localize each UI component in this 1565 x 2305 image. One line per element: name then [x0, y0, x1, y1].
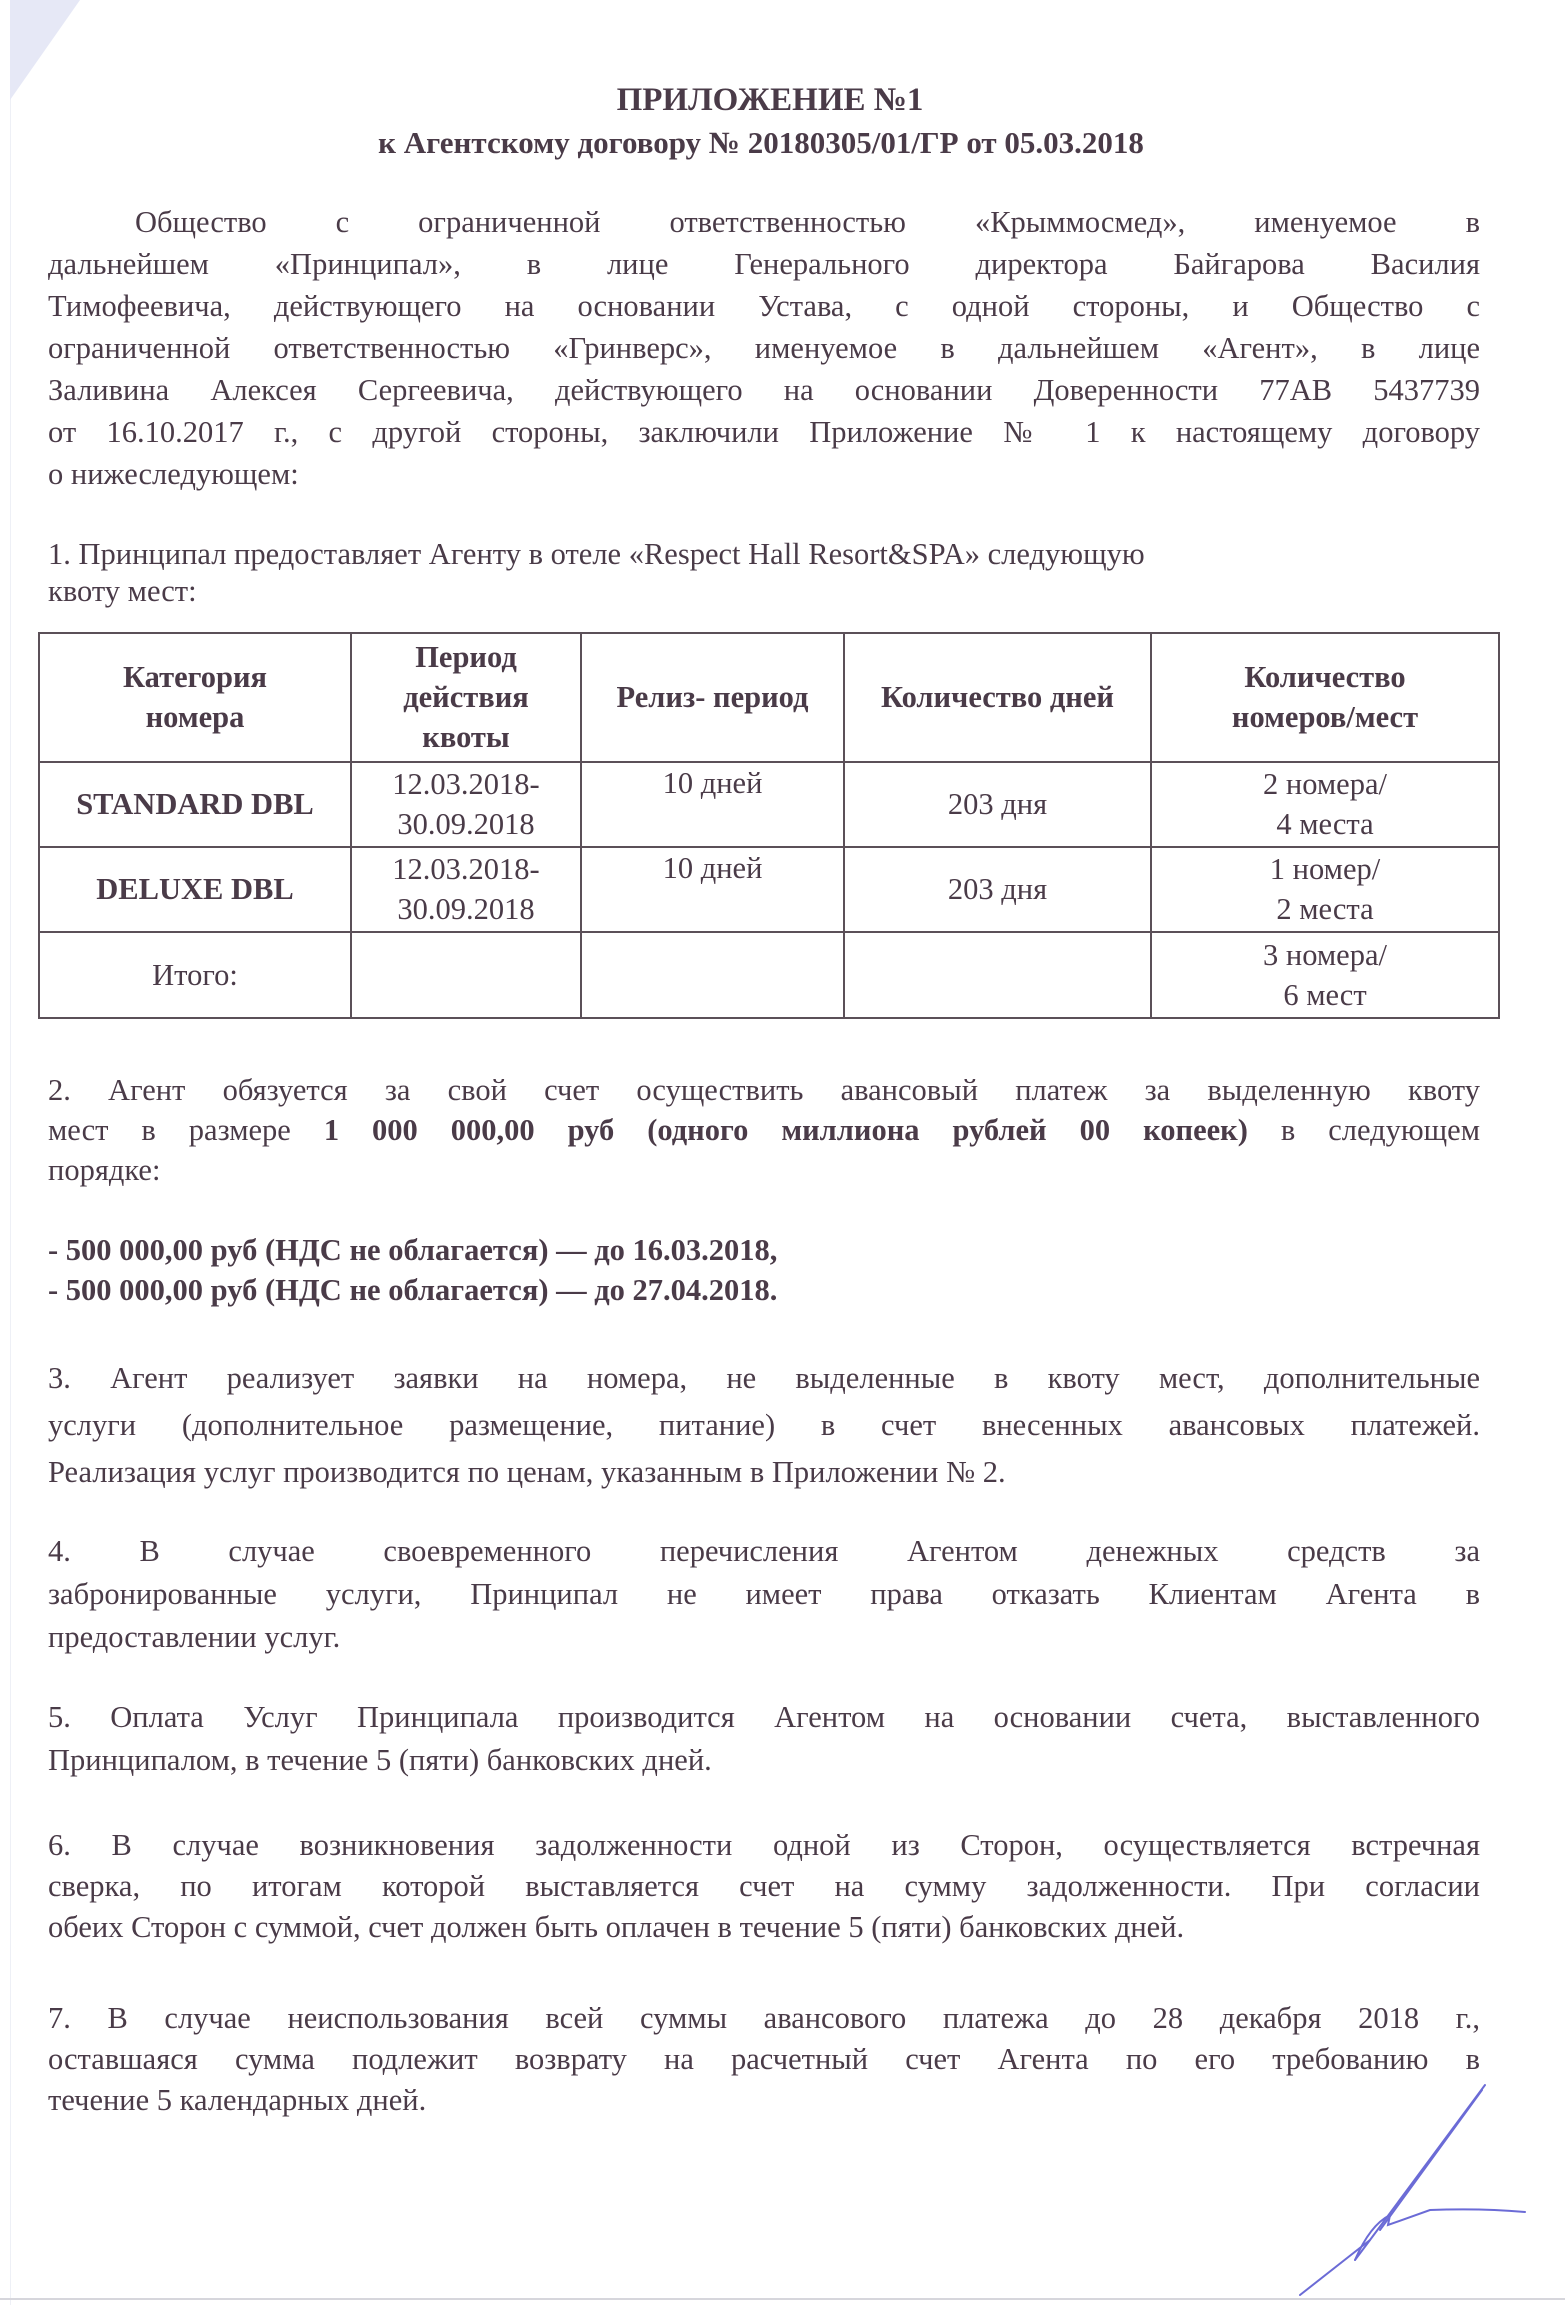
section-2-line [48, 1110, 1480, 1150]
intro-line: Общество с ограниченной ответственностью «Крыммосмед», именуемое в [135, 205, 1480, 239]
section-5-line: 5. Оплата Услуг Принципала производится Агентом на основании счета, выставленного [48, 1700, 1480, 1734]
section-7-line: оставшаяся сумма подлежит возврату на расчетный счет Агента по его требованию в [48, 2042, 1480, 2076]
section-4 [48, 1530, 1480, 1659]
intro-line: дальнейшем «Принципал», в лице Генерального директора Байгарова Василия [48, 247, 1480, 281]
cell-category: DELUXE DBL [39, 847, 351, 932]
period-end: 30.09.2018 [397, 892, 535, 927]
section-6-line: сверка, по итогам которой выставляется счет на сумму задолженности. При согласии [48, 1869, 1480, 1903]
section-1-line: 1. Принципал предоставляет Агенту в отеле «Respect Hall Resort&SPA» следующую [48, 537, 1145, 571]
cell-days: 203 дня [844, 762, 1151, 847]
cell-empty [351, 932, 581, 1018]
signature [1270, 2030, 1565, 2300]
quota-table [38, 632, 1500, 1019]
signature-stroke [1300, 2240, 1370, 2295]
cell-release: 10 дней [581, 762, 844, 847]
intro-line: Тимофеевича, действующего на основании Устава, с одной стороны, и Общество с [48, 289, 1480, 323]
header-text: Категория [122, 660, 268, 695]
text-run: в следующем [1247, 1113, 1480, 1147]
section-5-line: Принципалом, в течение 5 (пяти) банковских дней. [48, 1743, 712, 1777]
header-text: Количество дней [880, 680, 1114, 715]
section-6-line: обеих Сторон с суммой, счет должен быть оплачен в течение 5 (пяти) банковских дней. [48, 1910, 1185, 1944]
section-2-line: порядке: [48, 1153, 161, 1187]
intro-line: о нижеследующем: [48, 457, 299, 491]
table-header-row [39, 633, 1499, 762]
intro-line: Заливина Алексея Сергеевича, действующего на основании Доверенности 77АВ 5437739 [48, 373, 1480, 407]
section-4-line: предоставлении услуг. [48, 1620, 341, 1654]
header-days [844, 633, 1151, 762]
header-period [351, 633, 581, 762]
document-subtitle: к Агентскому договору № 20180305/01/ГР от 05.03.2018 [378, 125, 1144, 160]
header-category [39, 633, 351, 762]
cell-rooms [1151, 847, 1499, 932]
header-text: квоты [422, 720, 510, 755]
section-3-line: услуги (дополнительное размещение, питание) в счет внесенных авансовых платежей. [48, 1408, 1480, 1442]
section-7 [48, 1998, 1480, 2121]
table-row [39, 847, 1499, 932]
cell-category: STANDARD DBL [39, 762, 351, 847]
section-2 [48, 1070, 1480, 1190]
section-1 [48, 536, 1480, 610]
header-text: Количество [1244, 660, 1406, 695]
signature-strokes [1300, 2085, 1525, 2295]
payment-item: - 500 000,00 руб (НДС не облагается) — до 27.04.2018. [48, 1273, 778, 1307]
advance-amount: 1 000 000,00 руб (одного миллиона рублей 00 копеек) [323, 1113, 1248, 1147]
section-3-line: Реализация услуг производится по ценам, указанным в Приложении № 2. [48, 1455, 1006, 1489]
header-text: действия [403, 680, 529, 715]
intro-paragraph [48, 201, 1480, 495]
section-3 [48, 1355, 1480, 1496]
scan-bottom-edge [0, 2298, 1565, 2300]
section-7-line: 7. В случае неиспользования всей суммы авансового платежа до 28 декабря 2018 г., [48, 2001, 1480, 2035]
table-row [39, 762, 1499, 847]
cell-days: 203 дня [844, 847, 1151, 932]
places-count: 2 места [1276, 892, 1374, 927]
cell-empty [844, 932, 1151, 1018]
period-end: 30.09.2018 [397, 807, 535, 842]
section-6-line: 6. В случае возникновения задолженности одной из Сторон, осуществляется встречная [48, 1828, 1480, 1862]
rooms-count: 1 номер/ [1269, 852, 1381, 887]
header-text: номеров/мест [1231, 700, 1419, 735]
signature-stroke [1355, 2209, 1525, 2260]
section-6 [48, 1825, 1480, 1948]
header-text: Релиз- период [616, 680, 809, 715]
section-1-line: квоту мест: [48, 574, 197, 608]
section-4-line: 4. В случае своевременного перечисления Агентом денежных средств за [48, 1534, 1480, 1568]
cell-period [351, 762, 581, 847]
section-7-line: течение 5 календарных дней. [48, 2083, 427, 2117]
header-text: номера [145, 700, 245, 735]
header-rooms [1151, 633, 1499, 762]
document-title: ПРИЛОЖЕНИЕ №1 [616, 82, 924, 118]
places-count: 4 места [1276, 807, 1374, 842]
scan-left-edge [10, 0, 11, 2305]
header-release [581, 633, 844, 762]
cell-empty [581, 932, 844, 1018]
rooms-count: 2 номера/ [1263, 767, 1387, 802]
payment-schedule [48, 1230, 1480, 1310]
payment-item: - 500 000,00 руб (НДС не облагается) — до 16.03.2018, [48, 1233, 778, 1267]
cell-release: 10 дней [581, 847, 844, 932]
header-text: Период [415, 640, 517, 675]
period-start: 12.03.2018- [392, 767, 540, 802]
text-run: мест в размере [48, 1113, 324, 1147]
rooms-count: 3 номера/ [1263, 937, 1387, 972]
intro-line: от 16.10.2017 г., с другой стороны, заключили Приложение № 1 к настоящему договору [48, 415, 1480, 449]
cell-period [351, 847, 581, 932]
cell-total-label: Итого: [39, 932, 351, 1018]
section-4-line: забронированные услуги, Принципал не имеет права отказать Клиентам Агента в [48, 1577, 1480, 1611]
section-5 [48, 1696, 1480, 1782]
intro-line: ограниченной ответственностью «Гринверс», именуемое в дальнейшем «Агент», в лице [48, 331, 1480, 365]
section-2-line: 2. Агент обязуется за свой счет осуществить авансовый платеж за выделенную квоту [48, 1073, 1480, 1107]
table-total-row [39, 932, 1499, 1018]
cell-rooms [1151, 762, 1499, 847]
period-start: 12.03.2018- [392, 852, 540, 887]
section-3-line: 3. Агент реализует заявки на номера, не выделенные в квоту мест, дополнительные [48, 1361, 1480, 1395]
cell-total-rooms [1151, 932, 1499, 1018]
places-count: 6 мест [1283, 977, 1367, 1012]
